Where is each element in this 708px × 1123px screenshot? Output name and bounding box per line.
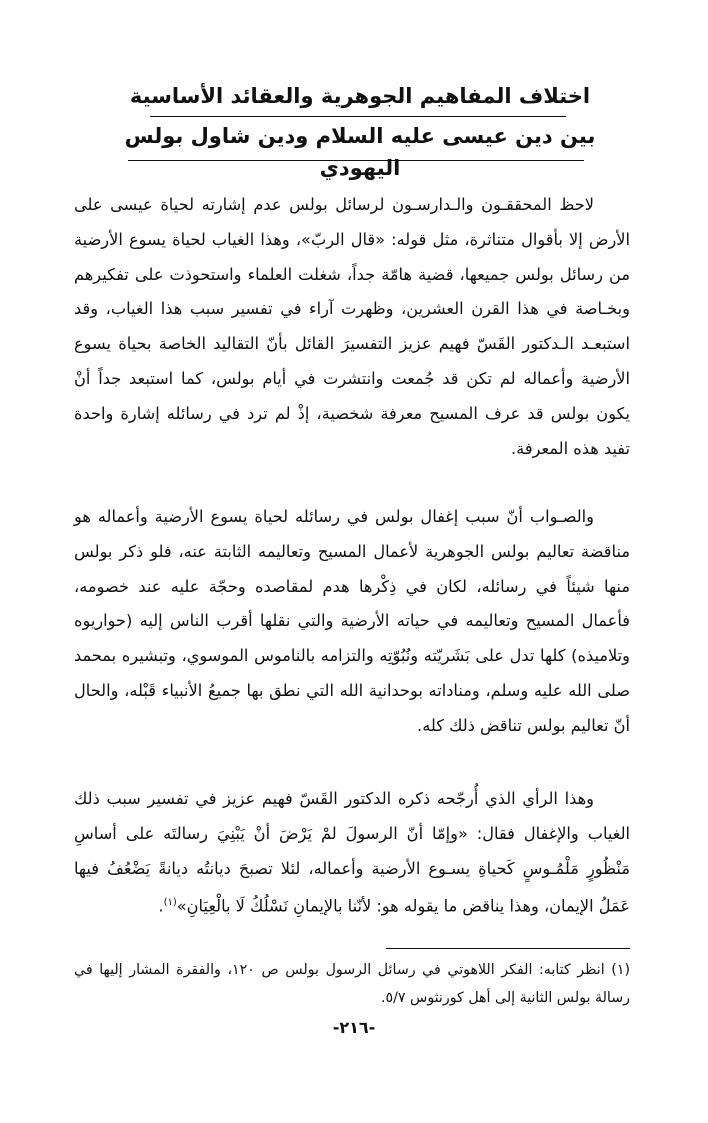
chapter-title xyxy=(90,80,630,184)
title-line-1: اختلاف المفاهيم الجوهرية والعقائد الأساسية xyxy=(129,84,591,108)
title-underline-1 xyxy=(150,116,566,117)
paragraph-3-text: وهذا الرأي الذي أُرجّحه ذكره الدكتور القَسّ فهيم عزيز في تفسير سبب ذلك الغياب والإغفال فقال: «وإمّا أنّ الرسولَ لمْ يَرْضَ أنْ يَبْنِيَ رسالتَه على أساسِ مَنْظُورٍ مَلْمُـوسٍ كَحياةِ يسـوع الأرضية وأعماله، لئلا تصبحَ ديانتُه ديانةً يَضْعُفُ فيها عَمَلُ الإيمان، وهذا يناقض ما يقوله هو: لأنّنا بالإيمانِ نَسْلُكُ لَا بالْعِيَانِ» xyxy=(74,789,630,916)
footnote-reference: (١) xyxy=(163,897,177,909)
title-underline-2 xyxy=(128,160,584,161)
title-line-2: بين دين عيسى عليه السلام ودين شاول بولس اليهودي xyxy=(124,124,596,180)
paragraph-3: وهذا الرأي الذي أُرجّحه ذكره الدكتور القَسّ فهيم عزيز في تفسير سبب ذلك الغياب والإغفال فقال: «وإمّا أنّ الرسولَ لمْ يَرْضَ أنْ يَبْنِيَ رسالتَه على أساسِ مَنْظُورٍ مَلْمُـوسٍ كَحياةِ يسـوع الأرضية وأعماله، لئلا تصبحَ ديانتُه ديانةً يَضْعُفُ فيها عَمَلُ الإيمان، وهذا يناقض ما يقوله هو: لأنّنا بالإيمانِ نَسْلُكُ لَا بالْعِيَانِ»$^{(١)}$. xyxy=(74,789,630,916)
paragraph-1: لاحظ المحققـون والـدارسـون لرسائل بولس عدم إشارته لحياة عيسى على الأرض إلا بأقوال متناثرة، مثل قوله: «قال الربّ»، وهذا الغياب لحياة يسوع الأرضية من رسائل بولس جميعها، قضية هامّة جداً، شغلت العلماء واستحوذت على تفكيرهم وبخـاصة في هذا القرن العشرين، وظهرت آراء في تفسير سبب هذا الغياب، وقد استبعـد الـدكتور القَسّ فهيم عزيز التفسيرَ القائل بأنّ التقاليد الخاصة بحياة يسوع الأرضية وأعماله لم تكن قد جُمعت وانتشرت في أيام بولس، كما استبعد جداً أنْ يكون بولس قد عرف المسيح معرفة شخصية، إذْ لم ترد في رسائله إشارة واحدة تفيد هذه المعرفة. xyxy=(74,195,630,458)
page-number: -٢١٦- xyxy=(332,1018,376,1037)
footnote-divider xyxy=(386,948,630,949)
paragraph-2: والصـواب أنّ سبب إغفال بولس في رسائله لحياة يسوع الأرضية وأعماله هو مناقضة تعاليم بولس الجوهرية لأعمال المسيح وتعاليمه الثابتة عنه، فلو ذكر بولس منها شيئاً في رسائله، لكان في ذِكْرها هدم لمقاصده وحجّة عليه عند خصومه، فأعمال المسيح وتعاليمه في حياته الأرضية والتي نقلها أقرب الناس إليه (حواريوه وتلاميذه) كلها تدل على بَشَريّته ونُبُوّتِه والتزامه بالناموس الموسوي، وتبشيره بمحمد صلى الله عليه وسلم، ومناداته بوحدانية الله التي نطق بها جميعُ الأنبياء قَبْله، والحال أنّ تعاليم بولس تناقض ذلك كله. xyxy=(74,507,630,735)
footnote-text: (١) انظر كتابه: الفكر اللاهوتي في رسائل الرسول بولس ص ١٢٠، والفقرة المشار إليها في رسالة بولس الثانية إلى أهل كورنثوس ٥/٧. xyxy=(74,962,630,1006)
